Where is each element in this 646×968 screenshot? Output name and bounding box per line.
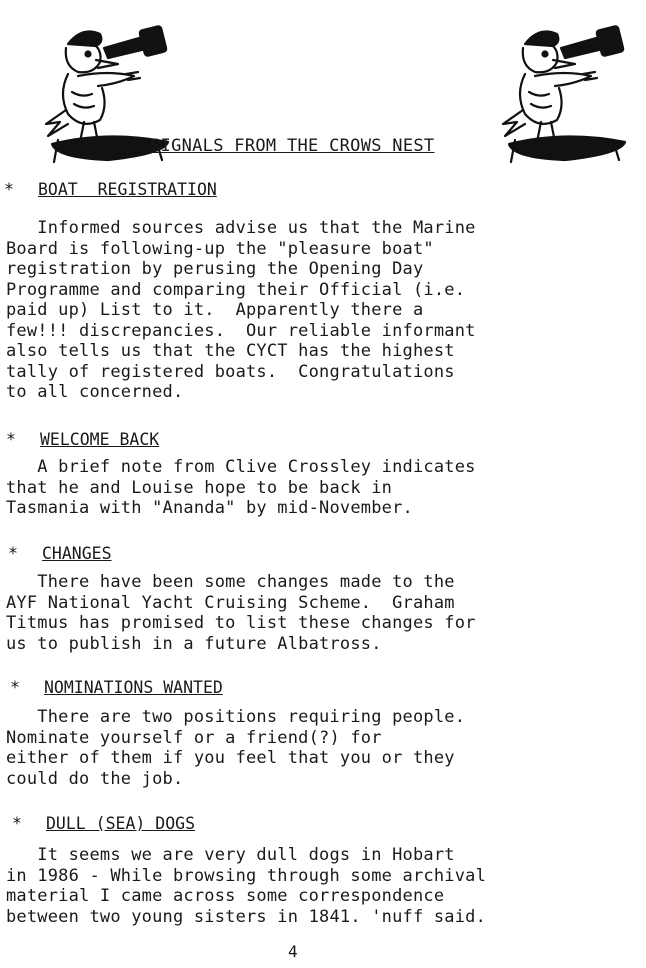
text-line: Informed sources advise us that the Marine	[6, 218, 476, 238]
section-body-dull-sea-dogs	[6, 845, 646, 927]
text-line: Programme and comparing their Official (i.e.	[6, 279, 466, 300]
heading-text: BOAT REGISTRATION	[38, 180, 217, 199]
text-line: Nominate yourself or a friend(?) for	[6, 727, 382, 748]
text-line: in 1986 - While browsing through some archival	[6, 865, 487, 886]
section-heading-nominations-wanted	[10, 678, 223, 697]
text-line: material I came across some correspondence	[6, 886, 445, 906]
text-line: to all concerned.	[6, 382, 184, 402]
heading-text: NOMINATIONS WANTED	[44, 678, 223, 697]
section-heading-welcome-back	[6, 430, 159, 449]
bullet-asterisk: *	[12, 814, 22, 833]
text-line: Tasmania with "Ananda" by mid-November.	[6, 498, 413, 518]
text-line: Board is following-up the "pleasure boat"	[6, 238, 434, 259]
text-line: It seems we are very dull dogs in Hobart	[6, 845, 455, 865]
text-line: paid up) List to it. Apparently there a	[6, 300, 424, 320]
text-line: could do the job.	[6, 768, 184, 789]
text-line: either of them if you feel that you or they	[6, 748, 455, 768]
heading-text: DULL (SEA) DOGS	[46, 814, 196, 833]
section-body-changes	[6, 572, 646, 654]
text-line: us to publish in a future Albatross.	[6, 633, 382, 654]
crow-with-telescope-illustration-right	[495, 14, 635, 164]
text-line: tally of registered boats. Congratulations	[6, 361, 455, 382]
section-heading-boat-registration	[4, 180, 217, 199]
text-line: A brief note from Clive Crossley indicates	[6, 457, 476, 477]
section-heading-dull-sea-dogs	[12, 814, 195, 833]
bullet-asterisk: *	[8, 544, 18, 563]
text-line: also tells us that the CYCT has the highest	[6, 341, 455, 361]
text-line: that he and Louise hope to be back in	[6, 477, 393, 498]
text-line: There have been some changes made to the	[6, 572, 455, 592]
page-number: 4	[288, 942, 298, 961]
section-body-welcome-back	[6, 457, 646, 519]
text-line: Titmus has promised to list these changes for	[6, 613, 476, 633]
text-line: registration by perusing the Opening Day	[6, 259, 424, 279]
text-line: few!!! discrepancies. Our reliable informant	[6, 320, 476, 341]
heading-text: CHANGES	[42, 544, 112, 563]
bullet-asterisk: *	[6, 430, 16, 449]
heading-text: WELCOME BACK	[40, 430, 160, 449]
text-line: between two young sisters in 1841. 'nuff said.	[6, 906, 487, 927]
page-title: SIGNALS FROM THE CROWS NEST	[150, 136, 435, 156]
section-body-nominations-wanted	[6, 707, 646, 789]
section-body-boat-registration	[6, 218, 646, 403]
bullet-asterisk: *	[10, 678, 20, 697]
bullet-asterisk: *	[4, 180, 14, 199]
text-line: AYF National Yacht Cruising Scheme. Graham	[6, 592, 455, 613]
section-heading-changes	[8, 544, 112, 563]
text-line: There are two positions requiring people.	[6, 707, 466, 727]
